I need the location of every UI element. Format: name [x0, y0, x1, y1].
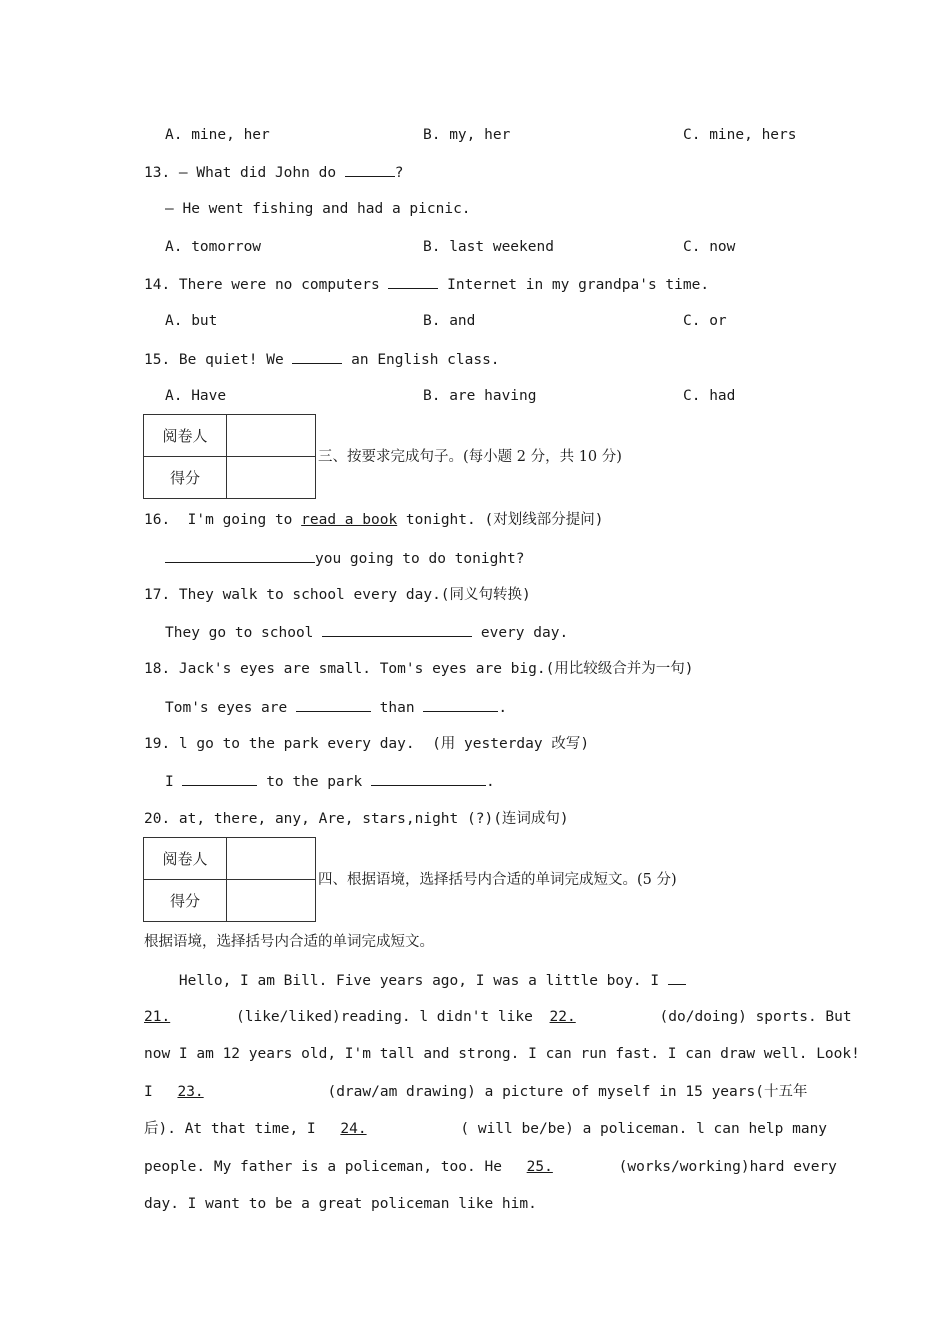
q18-stem: 18. Jack's eyes are small. Tom's eyes are big.(用比较级合并为一句) [144, 661, 694, 677]
passage-blank-21: 21. [144, 1009, 171, 1025]
q17-blank [322, 622, 472, 637]
q18-blank-1 [296, 697, 371, 712]
q20-stem: 20. at, there, any, Are, stars,night (?)(连词成句) [144, 811, 569, 827]
q12-option-a: A. mine, her [165, 127, 270, 143]
q15-option-a: A. Have [165, 388, 227, 404]
passage-blank-22: 22. [549, 1009, 576, 1025]
score-table-section3 [143, 414, 316, 499]
q13-option-a: A. tomorrow [165, 239, 262, 255]
q14-blank [388, 274, 438, 289]
q14-option-b: B. and [423, 313, 476, 329]
reader-cell [227, 838, 316, 880]
passage-line-4: I 23. (draw/am drawing) a picture of myself in 15 years(十五年 [144, 1084, 808, 1100]
score-cell [227, 457, 316, 499]
q15-blank [292, 349, 342, 364]
passage-line-7: day. I want to be a great policeman like him. [144, 1196, 537, 1212]
q15-option-c: C. had [683, 388, 736, 404]
q15-stem: 15. Be quiet! We an English class. [144, 349, 500, 370]
score-table-section4 [143, 837, 316, 922]
q18-blank-2 [423, 697, 498, 712]
passage-blank-23: 23. [177, 1084, 204, 1100]
q17-stem: 17. They walk to school every day.(同义句转换) [144, 587, 531, 603]
q13-reply: — He went fishing and had a picnic. [165, 201, 471, 217]
passage-blank-24: 24. [340, 1121, 367, 1137]
q15-option-b: B. are having [423, 388, 537, 404]
q13-blank [345, 162, 395, 177]
q13-option-c: C. now [683, 239, 736, 255]
section3-title: 三、按要求完成句子。(每小题 2 分，共 10 分) [318, 449, 622, 465]
passage-blank-21-start [668, 970, 686, 985]
q19-stem: 19. l go to the park every day. (用 yesterday 改写) [144, 736, 590, 752]
q17-answer: They go to school every day. [165, 622, 568, 643]
q19-answer: I to the park . [165, 771, 495, 792]
passage-line-6: people. My father is a policeman, too. He 25. (works/working)hard every [144, 1159, 837, 1175]
q19-blank-1 [182, 771, 257, 786]
passage-line-3: now I am 12 years old, I'm tall and strong. I can run fast. I can draw well. Look! [144, 1046, 860, 1062]
q13-stem: 13. — What did John do ? [144, 162, 404, 183]
section4-intro: 根据语境，选择括号内合适的单词完成短文。 [144, 934, 434, 950]
reader-label: 阅卷人 [144, 838, 227, 880]
q16-answer: you going to do tonight? [165, 548, 525, 569]
q16-stem: 16. I'm going to read a book tonight. (对划线部分提问) [144, 512, 604, 528]
q13-option-b: B. last weekend [423, 239, 554, 255]
q14-option-a: A. but [165, 313, 218, 329]
score-label: 得分 [144, 880, 227, 922]
q14-stem: 14. There were no computers Internet in my grandpa's time. [144, 274, 709, 295]
reader-label: 阅卷人 [144, 415, 227, 457]
passage-blank-25: 25. [526, 1159, 553, 1175]
score-label: 得分 [144, 457, 227, 499]
q14-option-c: C. or [683, 313, 727, 329]
passage-line-1: Hello, I am Bill. Five years ago, I was a little boy. I [144, 970, 686, 991]
q12-option-c: C. mine, hers [683, 127, 797, 143]
reader-cell [227, 415, 316, 457]
q18-answer: Tom's eyes are than . [165, 697, 507, 718]
q16-underlined: read a book [301, 512, 398, 528]
passage-line-2: 21. (like/liked)reading. l didn't like 22. (do/doing) sports. But [144, 1009, 852, 1025]
q19-blank-2 [371, 771, 486, 786]
q12-option-b: B. my, her [423, 127, 511, 143]
passage-line-5: 后). At that time, I 24. ( will be/be) a policeman. l can help many [144, 1121, 828, 1137]
section4-title: 四、根据语境，选择括号内合适的单词完成短文。(5 分) [318, 872, 677, 888]
score-cell [227, 880, 316, 922]
q16-blank [165, 548, 315, 563]
